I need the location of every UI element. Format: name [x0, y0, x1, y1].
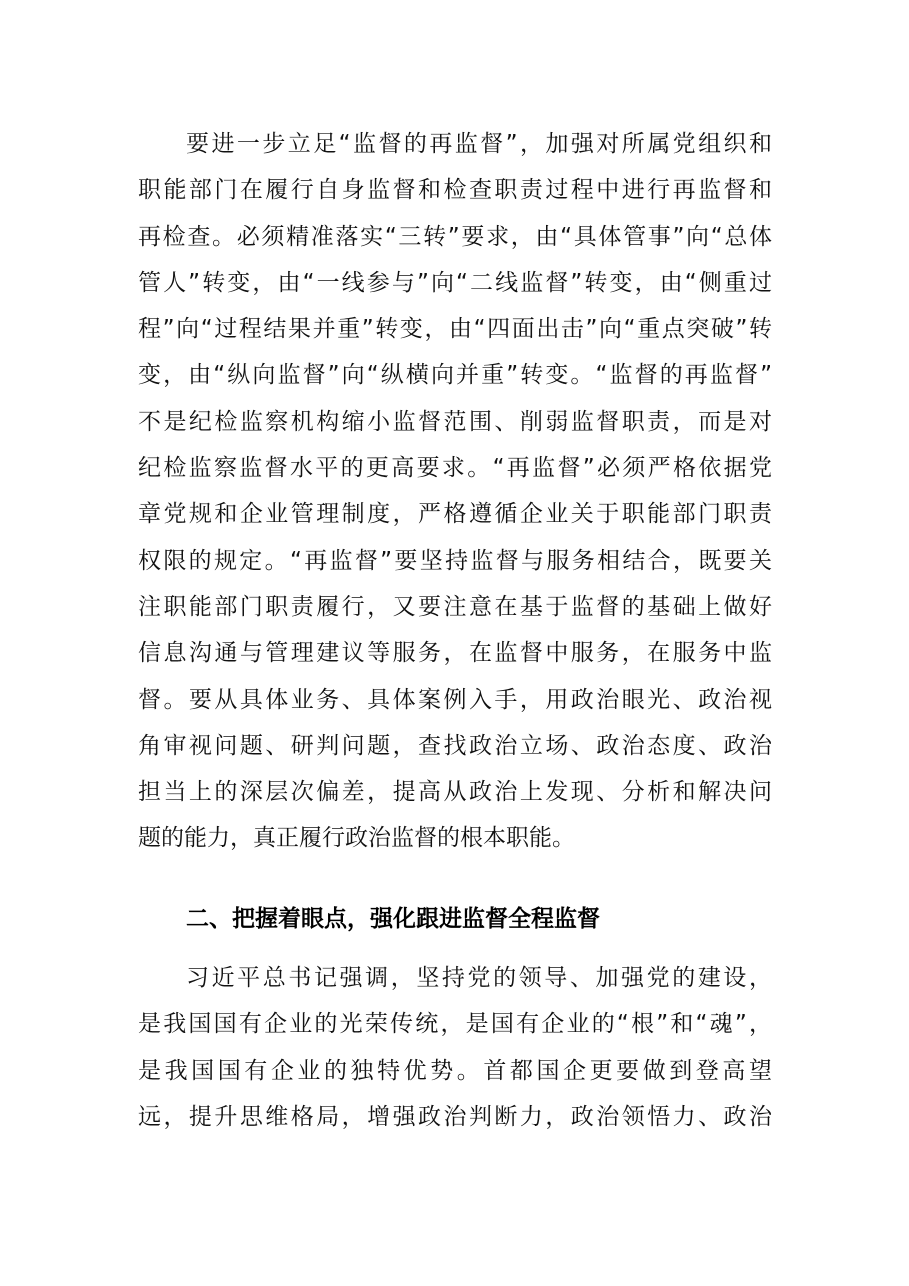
- paragraph-line: 是我国国有企业的独特优势。首都国企更要做到登高望: [138, 1057, 772, 1084]
- paragraph-line: 注职能部门职责履行，又要注意在基于监督的基础上做好: [138, 593, 772, 620]
- paragraph-line: 信息沟通与管理建议等服务，在监督中服务，在服务中监: [138, 640, 772, 667]
- paragraph-line: 远，提升思维格局，增强政治判断力，政治领悟力、政治: [138, 1103, 772, 1130]
- paragraph-line: 权限的规定。“再监督”要坚持监督与服务相结合，既要关: [138, 547, 772, 574]
- paragraph-line: 习近平总书记强调，坚持党的领导、加强党的建设，: [186, 965, 772, 991]
- paragraph-line: 纪检监察监督水平的更高要求。“再监督”必须严格依据党: [138, 455, 772, 482]
- paragraph-line: 题的能力，真正履行政治监督的根本职能。: [138, 825, 575, 852]
- paragraph-line: 职能部门在履行自身监督和检查职责过程中进行再监督和: [138, 177, 772, 204]
- paragraph-line: 程”向“过程结果并重”转变，由“四面出击”向“重点突破”转: [138, 316, 772, 343]
- paragraph-party-leadership: [138, 955, 772, 1140]
- section-heading: 二、把握着眼点，强化跟进监督全程监督: [186, 906, 600, 932]
- paragraph-line: 是我国国有企业的光荣传统，是国有企业的“根”和“魂”，: [138, 1011, 772, 1038]
- paragraph-line: 督。要从具体业务、具体案例入手，用政治眼光、政治视: [138, 686, 772, 713]
- paragraph-line: 再检查。必须精准落实“三转”要求，由“具体管事”向“总体: [138, 223, 772, 250]
- paragraph-line: 角审视问题、研判问题，查找政治立场、政治态度、政治: [138, 732, 772, 759]
- paragraph-line: 变，由“纵向监督”向“纵横向并重”转变。“监督的再监督”: [138, 362, 772, 389]
- paragraph-line: 要进一步立足“监督的再监督”，加强对所属党组织和: [186, 131, 772, 157]
- paragraph-line: 管人”转变，由“一线参与”向“二线监督”转变，由“侧重过: [138, 269, 772, 296]
- paragraph-line: 不是纪检监察机构缩小监督范围、削弱监督职责，而是对: [138, 408, 772, 435]
- paragraph-line: 章党规和企业管理制度，严格遵循企业关于职能部门职责: [138, 501, 772, 528]
- paragraph-line: 担当上的深层次偏差，提高从政治上发现、分析和解决问: [138, 779, 772, 806]
- paragraph-supervision-of-supervision: [138, 121, 772, 862]
